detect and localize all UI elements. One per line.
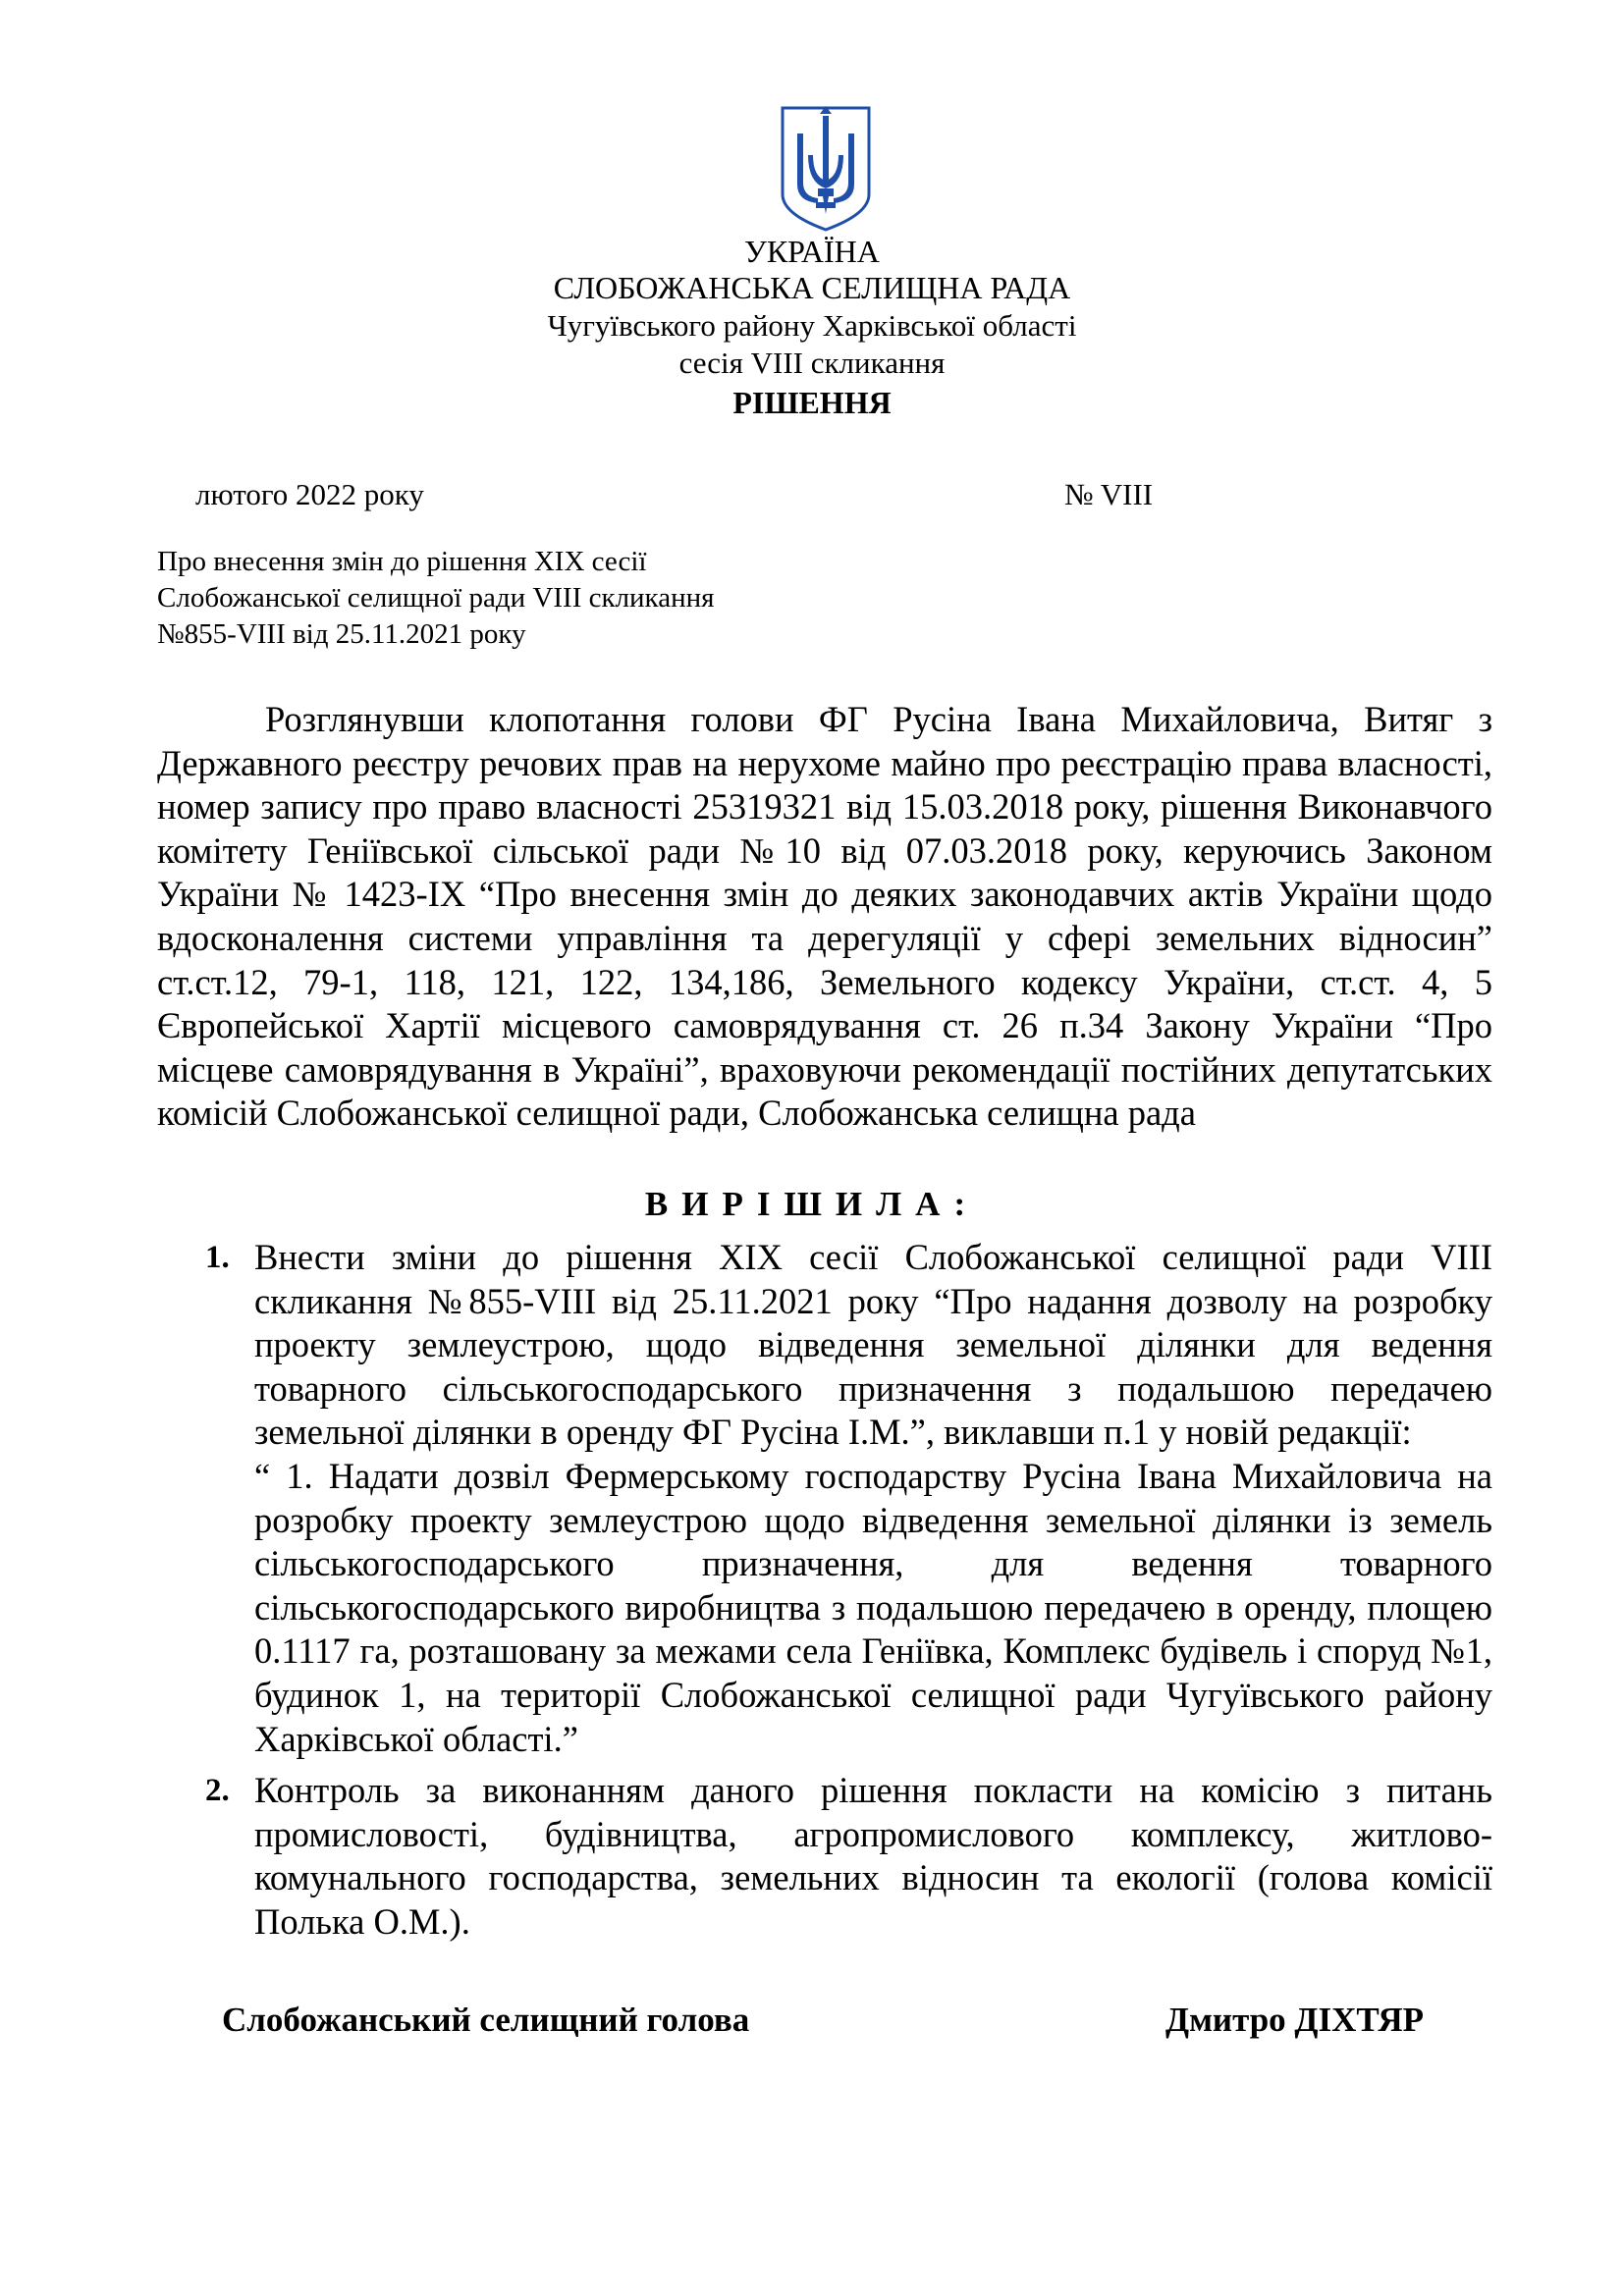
item-number: 1. [205, 1240, 230, 1275]
header-council: СЛОБОЖАНСЬКА СЕЛИЩНА РАДА [553, 270, 1071, 305]
item-text: Контроль за виконанням даного рішення покласти на комісію з питань промисловості, будівництва, агропромислового комплексу, житлово-комунального господарства, земельних відносин та екології (голова комісії Полька О.М.). [254, 1770, 1492, 1942]
subject-line: Про внесення змін до рішення XIX сесії [157, 546, 647, 577]
signature-position: Слобожанський селищний голова [222, 2001, 750, 2040]
decision-subject [157, 544, 714, 653]
header-country: УКРАЇНА [744, 234, 880, 269]
item-quote: “ 1. Надати дозвіл Фермерському господарству Русіна Івана Михайловича на розробку проекту землеустрою щодо відведення земельної ділянки із земель сільськогосподарського призначення, для ведення товарного сільськогосподарського виробництва з подальшою передачею в оренду, площею 0.1117 га, розташовану за межами села Геніївка, Комплекс будівель і споруд №1, будинок 1, на території Слобожанської селищної ради Чугуївського району Харківської області.” [254, 1455, 1492, 1759]
subject-line: Слобожанської селищної ради VIII скликання [157, 582, 715, 614]
header-district: Чугуївського району Харківської області [547, 308, 1077, 343]
preamble-paragraph: Розглянувши клопотання голови ФГ Русіна Івана Михайловича, Витяг з Державного реєстру речових прав на нерухоме майно про реєстрацію права власності, номер запису про право власності 25319321 від 15.03.2018 року, рішення Виконавчого комітету Геніївської сільської ради №10 від 07.03.2018 року, керуючись Законом України № 1423-IX “Про внесення змін до деяких законодавчих актів України щодо вдосконалення системи управління та дерегуляції у сфері земельних відносин” ст.ст.12, 79-1, 118, 121, 122, 134,186, Земельного кодексу України, ст.ст. 4, 5 Європейської Хартії місцевого самоврядування ст. 26 п.34 Закону України “Про місцеве самоврядування в Україні”, враховуючи рекомендації постійних депутатських комісій Слобожанської селищної ради, Слобожанська селищна рада [157, 699, 1492, 1134]
item-text: Внести зміни до рішення XIX сесії Слобожанської селищної ради VIII скликання №855-VIII від 25.11.2021 року “Про надання дозволу на розробку проекту землеустрою, щодо відведення земельної ділянки для ведення товарного сільськогосподарського призначення з подальшою передачею земельної ділянки в оренду ФГ Русіна І.М.”, виклавши п.1 у новій редакції: [254, 1237, 1492, 1453]
item-number: 2. [205, 1773, 230, 1809]
decided-heading: ВИРІШИЛА: [644, 1185, 980, 1223]
header-session: сесія VIII скликання [678, 346, 946, 380]
document-title: РІШЕННЯ [732, 385, 892, 420]
decision-date: лютого 2022 року [195, 477, 424, 511]
decision-number: № VIII [1064, 477, 1154, 511]
signature-name: Дмитро ДІХТЯР [1165, 2001, 1425, 2040]
tryzub-coat-of-arms-icon [779, 104, 873, 234]
subject-line: №855-VIII від 25.11.2021 року [157, 618, 526, 650]
